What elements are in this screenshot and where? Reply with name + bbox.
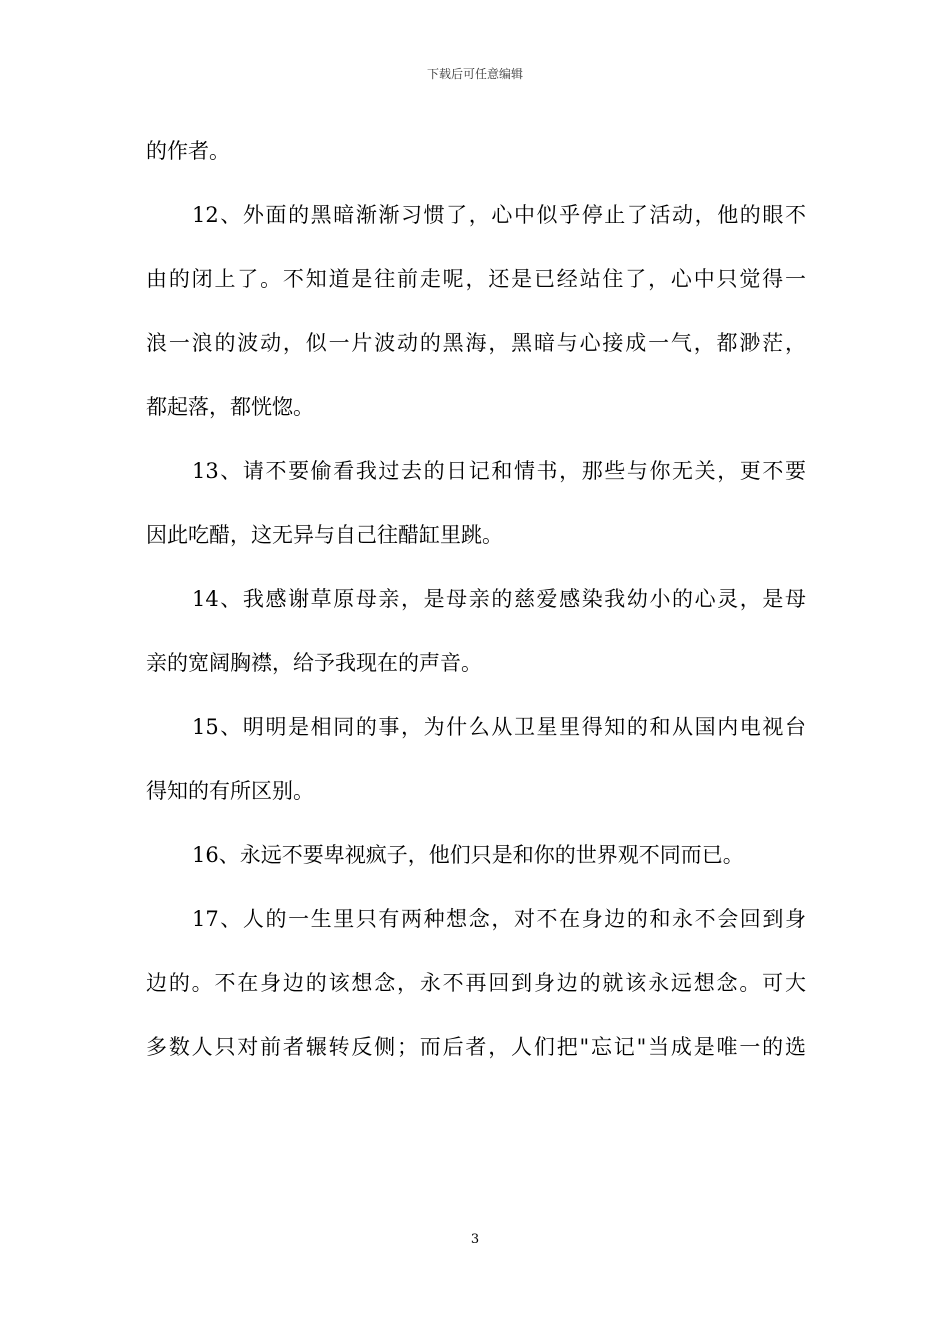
text-line: 都起落，都恍惚。	[146, 395, 314, 419]
text-line: 由的闭上了。不知道是往前走呢，还是已经站住了，心中只觉得一	[146, 267, 806, 291]
text-line: 因此吃醋，这无异与自己往醋缸里跳。	[146, 523, 503, 547]
text-line: 得知的有所区别。	[146, 779, 314, 803]
text-line: 14、我感谢草原母亲，是母亲的慈爱感染我幼小的心灵，是母	[192, 587, 806, 611]
document-body	[146, 127, 806, 1087]
text-line: 17、人的一生里只有两种想念，对不在身边的和永不会回到身	[192, 907, 806, 931]
text-line: 15、明明是相同的事，为什么从卫星里得知的和从国内电视台	[192, 715, 806, 739]
text-line: 边的。不在身边的该想念，永不再回到身边的就该永远想念。可大	[146, 971, 806, 995]
text-line: 的作者。	[146, 139, 230, 163]
page-header: 下载后可任意编辑	[426, 67, 523, 81]
text-line: 浪一浪的波动，似一片波动的黑海，黑暗与心接成一气，都渺茫，	[146, 331, 806, 355]
text-line: 亲的宽阔胸襟，给予我现在的声音。	[146, 651, 482, 675]
text-line: 16、永远不要卑视疯子，他们只是和你的世界观不同而已。	[192, 843, 744, 867]
page-number: 3	[470, 1232, 480, 1247]
text-line: 13、请不要偷看我过去的日记和情书，那些与你无关，更不要	[192, 459, 806, 483]
text-line: 12、外面的黑暗渐渐习惯了，心中似乎停止了活动，他的眼不	[192, 203, 806, 227]
text-line: 多数人只对前者辗转反侧；而后者，人们把"忘记"当成是唯一的选	[146, 1035, 806, 1059]
